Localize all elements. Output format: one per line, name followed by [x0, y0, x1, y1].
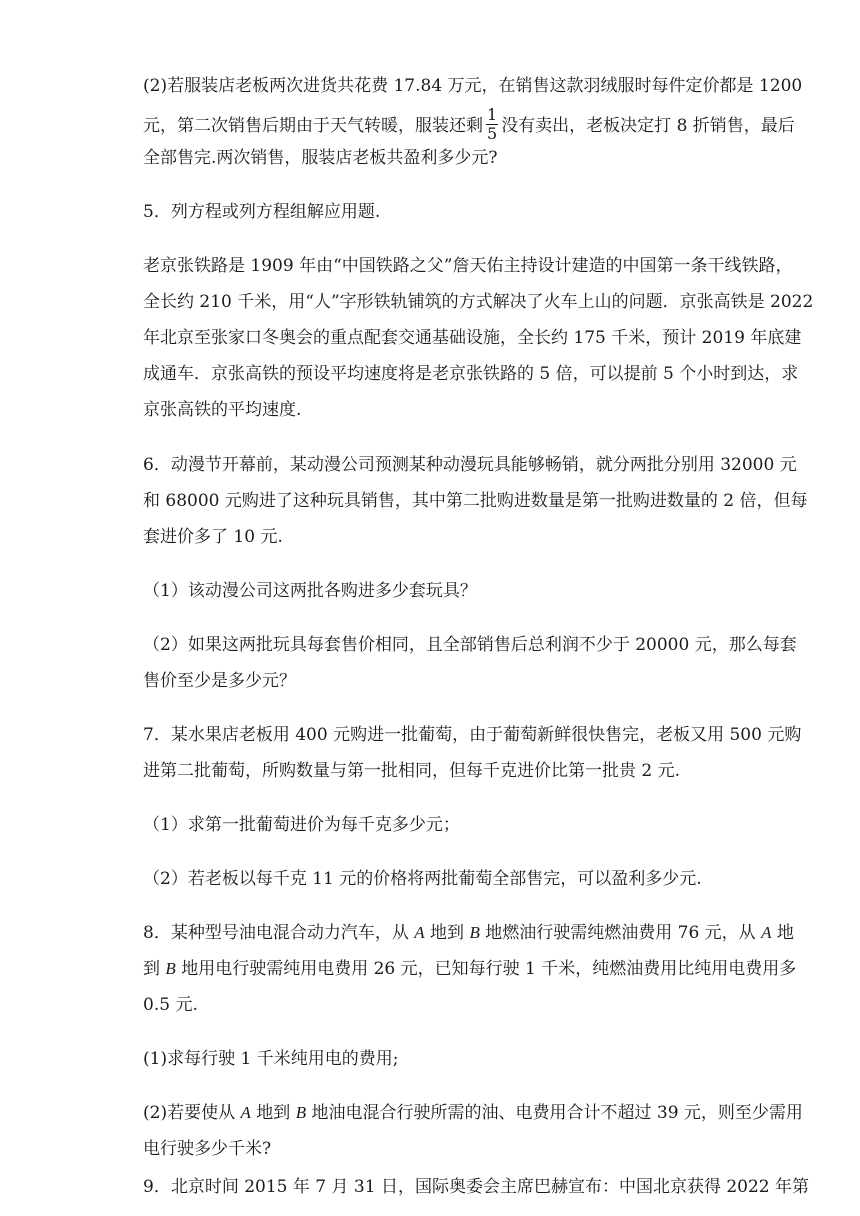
fraction-one-fifth — [486, 106, 498, 143]
problem6-question1: （1）该动漫公司这两批各购进多少套玩具？ — [143, 581, 477, 601]
fraction-denominator: 5 — [487, 124, 498, 143]
problem5-line2: 全长约 210 千米，用“人”字形铁轨铺筑的方式解决了火车上山的问题．京张高铁是 2022 — [143, 292, 814, 312]
problem4-part2-line2a: 元，第二次销售后期由于天气转暖，服装还剩 — [143, 116, 483, 136]
problem8-line2b: 地用电行驶需纯用电费用 26 元，已知每行驶 1 千米，纯燃油费用比纯用电费用多 — [175, 959, 797, 979]
problem6-line1: 6．动漫节开幕前，某动漫公司预测某种动漫玩具能够畅销，就分两批分别用 32000 元 — [143, 455, 797, 475]
problem8-line1a: 8．某种型号油电混合动力汽车，从 — [143, 923, 415, 943]
problem8-q2b: 地到 — [250, 1103, 296, 1123]
problem8-line1b: 地到 — [424, 923, 470, 943]
problem8-q2c: 地油电混合行驶所需的油、电费用合计不超过 39 元，则至少需用 — [306, 1103, 803, 1123]
problem5-heading: 5．列方程或列方程组解应用题. — [143, 202, 381, 222]
problem8-line1 — [143, 923, 794, 943]
problem8-question2-line2: 电行驶多少千米? — [143, 1139, 272, 1159]
point-b: B — [469, 923, 480, 942]
problem8-line2a: 到 — [143, 959, 166, 979]
problem7-line2: 进第二批葡萄，所购数量与第一批相同，但每千克进价比第一批贵 2 元. — [143, 761, 681, 781]
problem6-question2-line2: 售价至少是多少元？ — [143, 671, 296, 691]
point-a: A — [240, 1103, 251, 1122]
problem4-part2-line3: 全部售完.两次销售，服装店老板共盈利多少元? — [143, 148, 498, 168]
problem5-line1: 老京张铁路是 1909 年由“中国铁路之父”詹天佑主持设计建造的中国第一条干线铁路， — [143, 256, 793, 276]
problem9-line1: 9．北京时间 2015 年 7 月 31 日，国际奥委会主席巴赫宣布：中国北京获得 2022 年第 — [143, 1177, 810, 1197]
fraction-numerator: 1 — [487, 105, 498, 124]
problem7-question1: （1）求第一批葡萄进价为每千克多少元； — [143, 815, 460, 835]
problem4-part2-line1: (2)若服装店老板两次进货共花费 17.84 万元，在销售这款羽绒服时每件定价都是 1200 — [143, 76, 803, 96]
problem6-line3: 套进价多了 10 元. — [143, 527, 283, 547]
problem8-line2 — [143, 959, 796, 979]
problem8-line1d: 地 — [771, 923, 794, 943]
problem5-line4: 成通车．京张高铁的预设平均速度将是老京张铁路的 5 倍，可以提前 5 个小时到达，求 — [143, 364, 799, 384]
point-b: B — [295, 1103, 307, 1122]
problem5-line3: 年北京至张家口冬奥会的重点配套交通基础设施，全长约 175 千米，预计 2019 年底建 — [143, 328, 802, 348]
problem7-line1: 7．某水果店老板用 400 元购进一批葡萄，由于葡萄新鲜很快售完，老板又用 500 元购 — [143, 725, 802, 745]
point-a: A — [761, 923, 772, 942]
problem8-question2-line1 — [143, 1103, 803, 1123]
problem4-part2-line2 — [143, 105, 795, 145]
problem8-question1: (1)求每行驶 1 千米纯用电的费用; — [143, 1049, 399, 1069]
problem7-question2: （2）若老板以每千克 11 元的价格将两批葡萄全部售完，可以盈利多少元. — [143, 869, 702, 889]
point-a: A — [414, 923, 425, 942]
problem8-line3: 0.5 元. — [143, 995, 198, 1015]
problem8-q2a: (2)若要使从 — [143, 1103, 241, 1123]
problem5-line5: 京张高铁的平均速度. — [143, 400, 302, 420]
problem8-line1c: 地燃油行驶需纯燃油费用 76 元，从 — [479, 923, 762, 943]
problem6-question2-line1: （2）如果这两批玩具每套售价相同，且全部销售后总利润不少于 20000 元，那么每套 — [143, 635, 797, 655]
point-b: B — [165, 959, 176, 978]
problem4-part2-line2b: 没有卖出，老板决定打 8 折销售，最后 — [501, 116, 795, 136]
problem6-line2: 和 68000 元购进了这种玩具销售，其中第二批购进数量是第一批购进数量的 2 倍，但每 — [143, 491, 808, 511]
